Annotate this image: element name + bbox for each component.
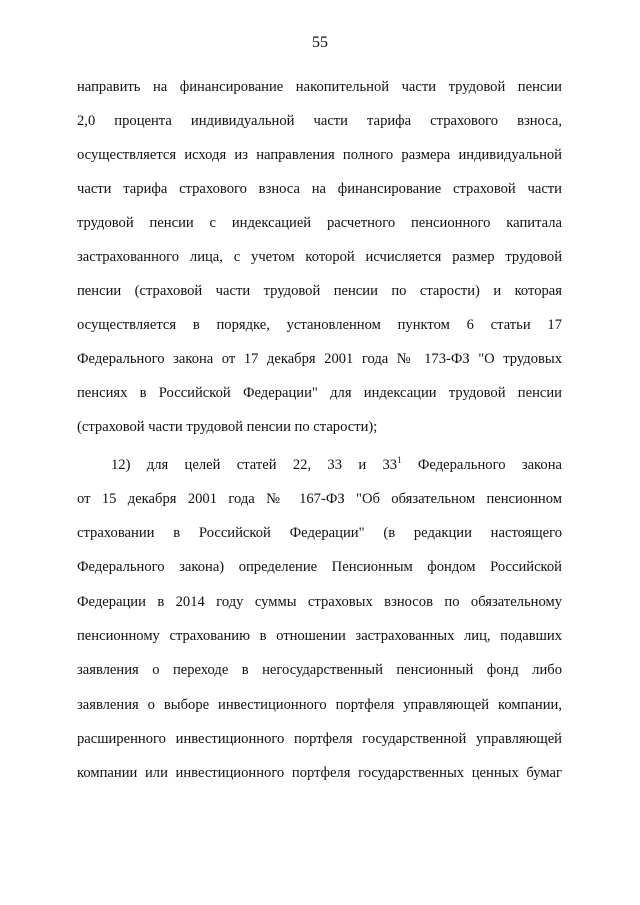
text-line: от 15 декабря 2001 года № 167-ФЗ "Об обязательном пенсионном [77,491,562,507]
text-line: части тарифа страхового взноса на финансирование страховой части [77,181,562,197]
text-line: заявления о переходе в негосударственный пенсионный фонд либо [77,662,562,678]
text-line: пенсиях в Российской Федерации" для индексации трудовой пенсии [77,385,562,401]
text-line: Федерального закона) определение Пенсионным фондом Российской [77,559,562,575]
page-number: 55 [312,34,328,51]
text-line: трудовой пенсии с индексацией расчетного пенсионного капитала [77,215,562,231]
text-line: компании или инвестиционного портфеля государственных ценных бумаг [77,765,562,781]
item-12-first-line [111,456,562,474]
text-line: страховании в Российской Федерации" (в редакции настоящего [77,525,562,541]
text-line: заявления о выборе инвестиционного портфеля управляющей компании, [77,697,562,713]
item-12-text-before: 12) для целей статей 22, 33 и 33 [111,457,398,473]
superscript: 1 [397,455,402,465]
text-line: (страховой части трудовой пенсии по старости); [77,419,378,435]
item-12-text-after: Федерального закона [401,457,562,473]
text-line: осуществляется исходя из направления полного размера индивидуальной [77,147,562,163]
text-line: пенсионному страхованию в отношении застрахованных лиц, подавших [77,628,562,644]
text-line: застрахованного лица, с учетом которой исчисляется размер трудовой [77,249,562,265]
text-line: 2,0 процента индивидуальной части тарифа страхового взноса, [77,113,562,129]
text-line: расширенного инвестиционного портфеля государственной управляющей [77,731,562,747]
text-line: направить на финансирование накопительной части трудовой пенсии [77,79,562,95]
text-line: пенсии (страховой части трудовой пенсии по старости) и которая [77,283,562,299]
text-line: Федерации в 2014 году суммы страховых взносов по обязательному [77,594,562,610]
text-line: Федерального закона от 17 декабря 2001 года № 173-ФЗ "О трудовых [77,351,562,367]
text-line: осуществляется в порядке, установленном пунктом 6 статьи 17 [77,317,562,333]
